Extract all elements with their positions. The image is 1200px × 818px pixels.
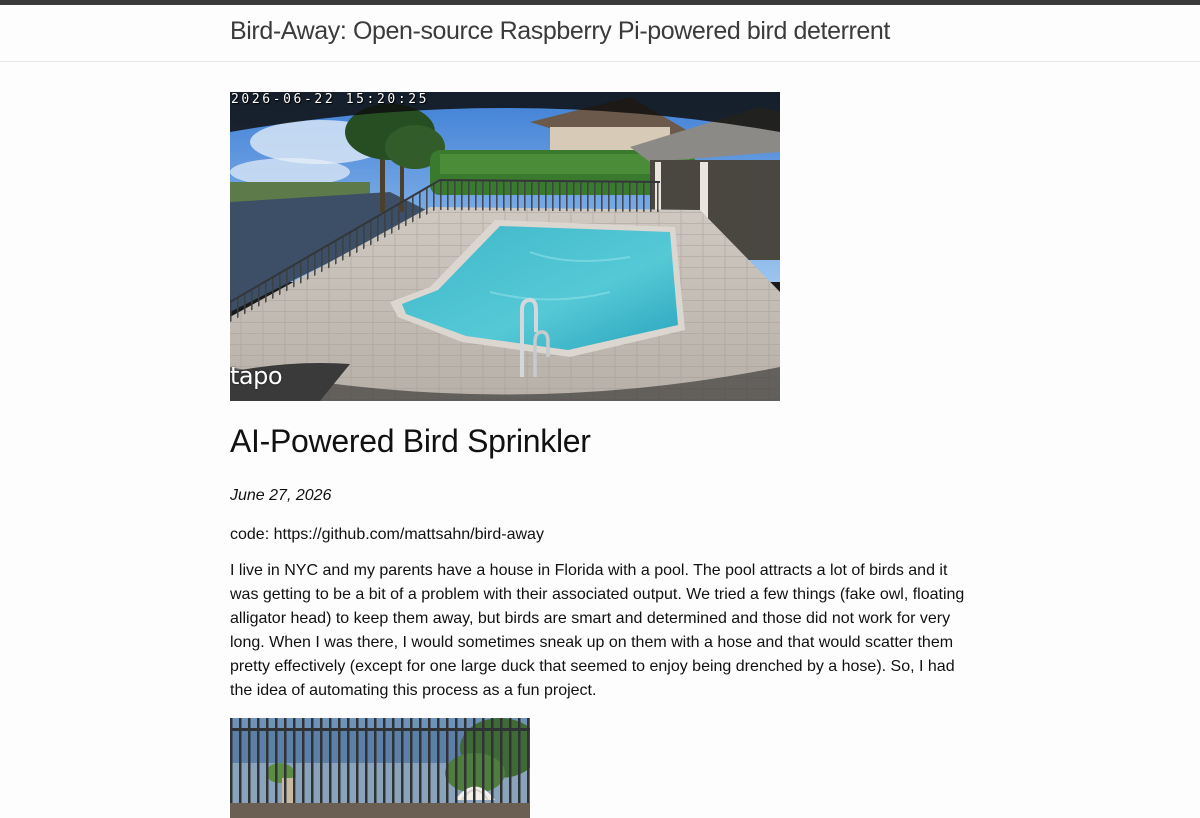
site-title-link[interactable]: Bird-Away: Open-source Raspberry Pi-powered bird deterrent (230, 17, 890, 45)
camera-timestamp: 2026-06-22 15:20:25 (231, 92, 430, 107)
camera-brand-logo: tapo (230, 362, 283, 390)
github-link[interactable]: https://github.com/mattsahn/bird-away (273, 526, 544, 543)
post-paragraph: I live in NYC and my parents have a house in Florida with a pool. The pool attracts a lot of birds and it was getting to be a bit of a problem with their associated output. We tried a few things (fake owl, floating alligator head) to keep them away, but birds are smart and determined and those did not work for very long. When I was there, I would sometimes sneak up on them with a hose and that would scatter them pretty effectively (except for one large duck that seemed to enjoy being drenched by a hose). So, I had the idea of automating this process as a fun project. (230, 562, 965, 699)
code-label: code: (230, 526, 274, 543)
post-content (230, 92, 970, 818)
fence-photo-image (230, 718, 530, 818)
pool-scene-illustration (230, 92, 780, 401)
fence-scene-illustration (230, 718, 530, 818)
code-line (230, 525, 970, 545)
post-title: AI-Powered Bird Sprinkler (230, 423, 591, 459)
pool-camera-image (230, 92, 780, 401)
post-date: June 27, 2026 (230, 487, 332, 504)
site-header (0, 5, 1200, 62)
